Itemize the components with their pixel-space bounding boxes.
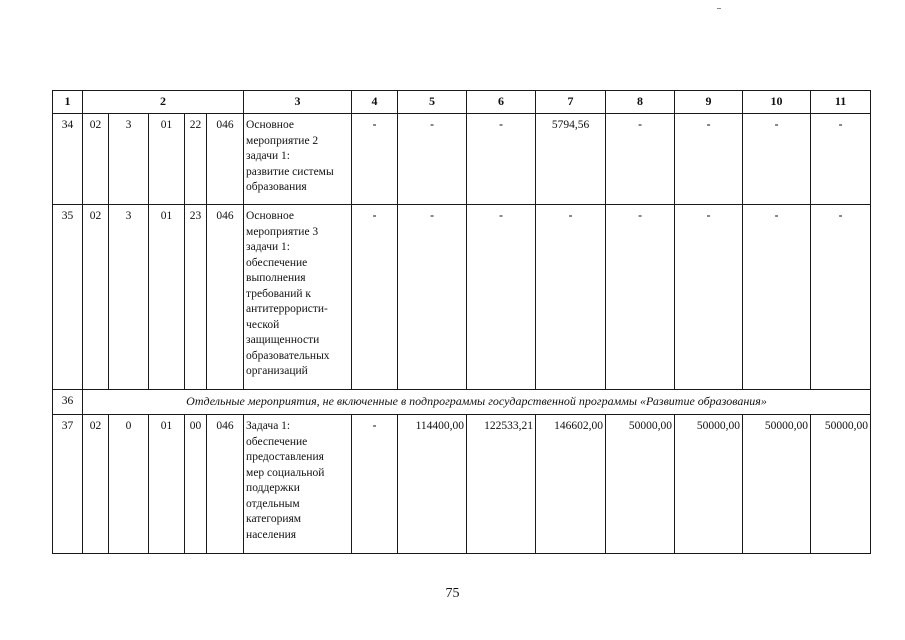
description-line: обеспечение [246, 435, 308, 448]
header-col-8: 8 [606, 91, 675, 114]
table-header-row [53, 91, 871, 114]
code-cell: 01 [149, 415, 185, 554]
description-cell [244, 205, 352, 390]
table-row-34 [53, 114, 871, 205]
description-line: задачи 1: [246, 150, 290, 162]
value-cell: - [675, 114, 743, 205]
description-line: мероприятие 3 [246, 225, 319, 238]
code-cell: 3 [109, 114, 149, 205]
description-line: обеспечение [246, 256, 308, 269]
description-line: категориям [246, 513, 302, 525]
header-col-6: 6 [467, 91, 536, 114]
code-cell: 046 [207, 415, 244, 554]
code-cell: 22 [185, 114, 207, 205]
description-line: Основное [246, 210, 294, 222]
description-line: отдельным [246, 497, 300, 510]
table-row-36 [53, 390, 871, 415]
value-cell: - [675, 205, 743, 390]
description-line: образовательных [246, 349, 330, 362]
value-cell: 50000,00 [743, 415, 811, 554]
header-col-11: 11 [811, 91, 871, 114]
code-cell: 02 [83, 415, 109, 554]
value-cell: - [352, 415, 398, 554]
value-cell: - [536, 205, 606, 390]
value-cell: - [811, 114, 871, 205]
value-cell: 50000,00 [606, 415, 675, 554]
description-line: мероприятие 2 [246, 134, 319, 147]
description-line: задачи 1: [246, 241, 290, 253]
description-line: развитие системы [246, 165, 334, 178]
value-cell: - [467, 205, 536, 390]
header-col-5: 5 [398, 91, 467, 114]
value-cell: - [467, 114, 536, 205]
budget-table [52, 90, 871, 554]
description-line: антитеррористи- [246, 303, 328, 315]
value-cell: 5794,56 [536, 114, 606, 205]
scan-speck [717, 8, 721, 9]
section-title: Отдельные мероприятия, не включенные в подпрограммы государственной программы «Развитие образования» [83, 390, 871, 415]
code-cell: 3 [109, 205, 149, 390]
row-number: 34 [53, 114, 83, 205]
row-number: 36 [53, 390, 83, 415]
code-cell: 046 [207, 205, 244, 390]
description-line: организаций [246, 365, 308, 377]
value-cell: 114400,00 [398, 415, 467, 554]
header-col-4: 4 [352, 91, 398, 114]
code-cell: 01 [149, 205, 185, 390]
code-cell: 0 [109, 415, 149, 554]
code-cell: 02 [83, 114, 109, 205]
value-cell: - [606, 205, 675, 390]
page-number: 75 [445, 586, 460, 601]
value-cell: - [352, 114, 398, 205]
value-cell: - [352, 205, 398, 390]
description-line: Задача 1: [246, 420, 291, 432]
description-line: мер социальной [246, 466, 325, 479]
value-cell: - [743, 205, 811, 390]
header-col-2: 2 [83, 91, 244, 114]
code-cell: 00 [185, 415, 207, 554]
value-cell: - [811, 205, 871, 390]
table-row-37 [53, 415, 871, 554]
value-cell: 146602,00 [536, 415, 606, 554]
code-cell: 01 [149, 114, 185, 205]
row-number: 37 [53, 415, 83, 554]
header-col-9: 9 [675, 91, 743, 114]
value-cell: 50000,00 [811, 415, 871, 554]
description-line: образования [246, 181, 307, 193]
row-number: 35 [53, 205, 83, 390]
value-cell: 122533,21 [467, 415, 536, 554]
value-cell: - [743, 114, 811, 205]
table-row-35 [53, 205, 871, 390]
description-cell [244, 415, 352, 554]
description-line: предоставления [246, 451, 324, 463]
description-line: поддержки [246, 482, 300, 494]
description-line: населения [246, 528, 297, 541]
code-cell: 02 [83, 205, 109, 390]
code-cell: 046 [207, 114, 244, 205]
description-line: выполнения [246, 272, 306, 284]
description-line: Основное [246, 119, 294, 131]
description-line: требований к [246, 287, 311, 300]
value-cell: - [606, 114, 675, 205]
header-col-10: 10 [743, 91, 811, 114]
header-col-7: 7 [536, 91, 606, 114]
value-cell: - [398, 114, 467, 205]
description-cell [244, 114, 352, 205]
value-cell: 50000,00 [675, 415, 743, 554]
header-col-1: 1 [53, 91, 83, 114]
description-line: ческой [246, 318, 280, 331]
value-cell: - [398, 205, 467, 390]
description-line: защищенности [246, 334, 320, 346]
header-col-3: 3 [244, 91, 352, 114]
code-cell: 23 [185, 205, 207, 390]
